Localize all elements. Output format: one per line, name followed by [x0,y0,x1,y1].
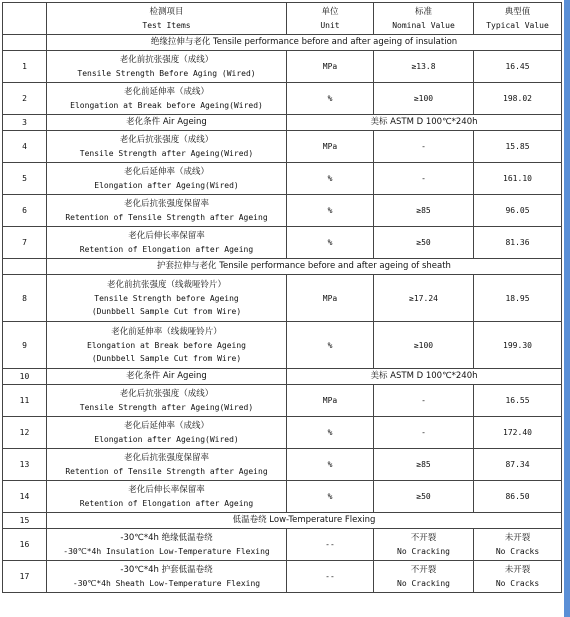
row-number: 6 [3,195,47,227]
unit: % [287,195,374,227]
typical-value: 161.10 [474,163,562,195]
unit: MPa [287,51,374,83]
typical-value: 16.55 [474,385,562,417]
unit: % [287,449,374,481]
test-item: 老化后抗张强度（成线） Tensile Strength after Ageing(Wired) [47,131,287,163]
typical-value: 18.95 [474,275,562,322]
table-row [3,561,562,593]
nominal-value: 不开裂 No Cracking [374,529,474,561]
header-number-cell [3,3,47,35]
test-item: 老化后延伸率（成线） Elongation after Ageing(Wired) [47,417,287,449]
test-item: 老化前延伸率（线裁哑铃片） Elongation at Break before Ageing (Dunbbell Sample Cut from Wire) [47,322,287,369]
nominal-value: ≥17.24 [374,275,474,322]
row-number: 11 [3,385,47,417]
section-title-low-temperature: 低温卷绕 Low-Temperature Flexing [47,513,562,529]
test-results-table [2,2,562,593]
row-number: 10 [3,369,47,385]
table-row [3,83,562,115]
row-number: 15 [3,513,47,529]
typical-value: 81.36 [474,227,562,259]
table-row [3,131,562,163]
table-row [3,227,562,259]
window-edge [564,0,570,617]
table-row [3,529,562,561]
unit: % [287,83,374,115]
unit: % [287,481,374,513]
header-typical-value: 典型值 Typical Value [474,3,562,35]
nominal-value: - [374,385,474,417]
nominal-value: - [374,417,474,449]
table-row [3,449,562,481]
table-header-row [3,3,562,35]
nominal-value: ≥50 [374,481,474,513]
section-title-sheath: 护套拉伸与老化 Tensile performance before and after ageing of sheath [47,259,562,275]
test-item: 老化后延伸率（成线） Elongation after Ageing(Wired) [47,163,287,195]
table-row [3,51,562,83]
section-title-insulation: 绝缘拉伸与老化 Tensile performance before and after ageing of insulation [47,35,562,51]
table-row [3,417,562,449]
test-item: 老化后伸长率保留率 Retention of Elongation after Ageing [47,227,287,259]
row-number: 17 [3,561,47,593]
table-row [3,322,562,369]
row-number: 2 [3,83,47,115]
nominal-value: ≥13.8 [374,51,474,83]
row-number: 7 [3,227,47,259]
unit: % [287,417,374,449]
nominal-value: 不开裂 No Cracking [374,561,474,593]
row-number: 4 [3,131,47,163]
ageing-condition-label: 老化条件 Air Ageing [47,369,287,385]
nominal-value: ≥100 [374,322,474,369]
row-number: 3 [3,115,47,131]
unit: % [287,227,374,259]
typical-value: 87.34 [474,449,562,481]
typical-value: 16.45 [474,51,562,83]
test-item: -30℃*4h 绝缘低温卷绕 -30℃*4h Insulation Low-Temperature Flexing [47,529,287,561]
test-item: 老化后抗张强度保留率 Retention of Tensile Strength after Ageing [47,449,287,481]
unit: % [287,163,374,195]
test-item: 老化前抗张强度（成线） Tensile Strength Before Aging (Wired) [47,51,287,83]
test-item: 老化后抗张强度（成线） Tensile Strength after Ageing(Wired) [47,385,287,417]
typical-value: 86.50 [474,481,562,513]
test-item: 老化前延伸率（成线） Elongation at Break before Ageing(Wired) [47,83,287,115]
table-row [3,163,562,195]
test-item: 老化后抗张强度保留率 Retention of Tensile Strength after Ageing [47,195,287,227]
typical-value: 199.30 [474,322,562,369]
header-nominal-value: 标准 Nominal Value [374,3,474,35]
typical-value: 未开裂 No Cracks [474,561,562,593]
row-number: 5 [3,163,47,195]
ageing-condition-value: 美标 ASTM D 100℃*240h [287,369,562,385]
ageing-condition-value: 美标 ASTM D 100℃*240h [287,115,562,131]
typical-value: 未开裂 No Cracks [474,529,562,561]
table-row [3,369,562,385]
row-number: 12 [3,417,47,449]
unit: -- [287,561,374,593]
test-item: 老化前抗张强度（线裁哑铃片） Tensile Strength before Ageing (Dunbbell Sample Cut from Wire) [47,275,287,322]
section-row-sheath [3,259,562,275]
unit: MPa [287,131,374,163]
ageing-condition-label: 老化条件 Air Ageing [47,115,287,131]
nominal-value: ≥100 [374,83,474,115]
test-item: -30℃*4h 护套低温卷绕 -30℃*4h Sheath Low-Temperature Flexing [47,561,287,593]
nominal-value: ≥50 [374,227,474,259]
row-number: 9 [3,322,47,369]
row-number: 16 [3,529,47,561]
table-row [3,481,562,513]
unit: MPa [287,275,374,322]
nominal-value: ≥85 [374,195,474,227]
typical-value: 96.05 [474,195,562,227]
unit: MPa [287,385,374,417]
row-number: 1 [3,51,47,83]
row-number: 13 [3,449,47,481]
unit: % [287,322,374,369]
row-number: 14 [3,481,47,513]
table-row [3,195,562,227]
table-row [3,385,562,417]
header-unit: 单位 Unit [287,3,374,35]
typical-value: 172.40 [474,417,562,449]
unit: -- [287,529,374,561]
nominal-value: - [374,131,474,163]
table-row [3,513,562,529]
table-row [3,275,562,322]
table-row [3,115,562,131]
header-test-items: 检测项目 Test Items [47,3,287,35]
row-number: 8 [3,275,47,322]
nominal-value: - [374,163,474,195]
typical-value: 198.02 [474,83,562,115]
typical-value: 15.85 [474,131,562,163]
section-row-insulation [3,35,562,51]
nominal-value: ≥85 [374,449,474,481]
test-item: 老化后伸长率保留率 Retention of Elongation after Ageing [47,481,287,513]
